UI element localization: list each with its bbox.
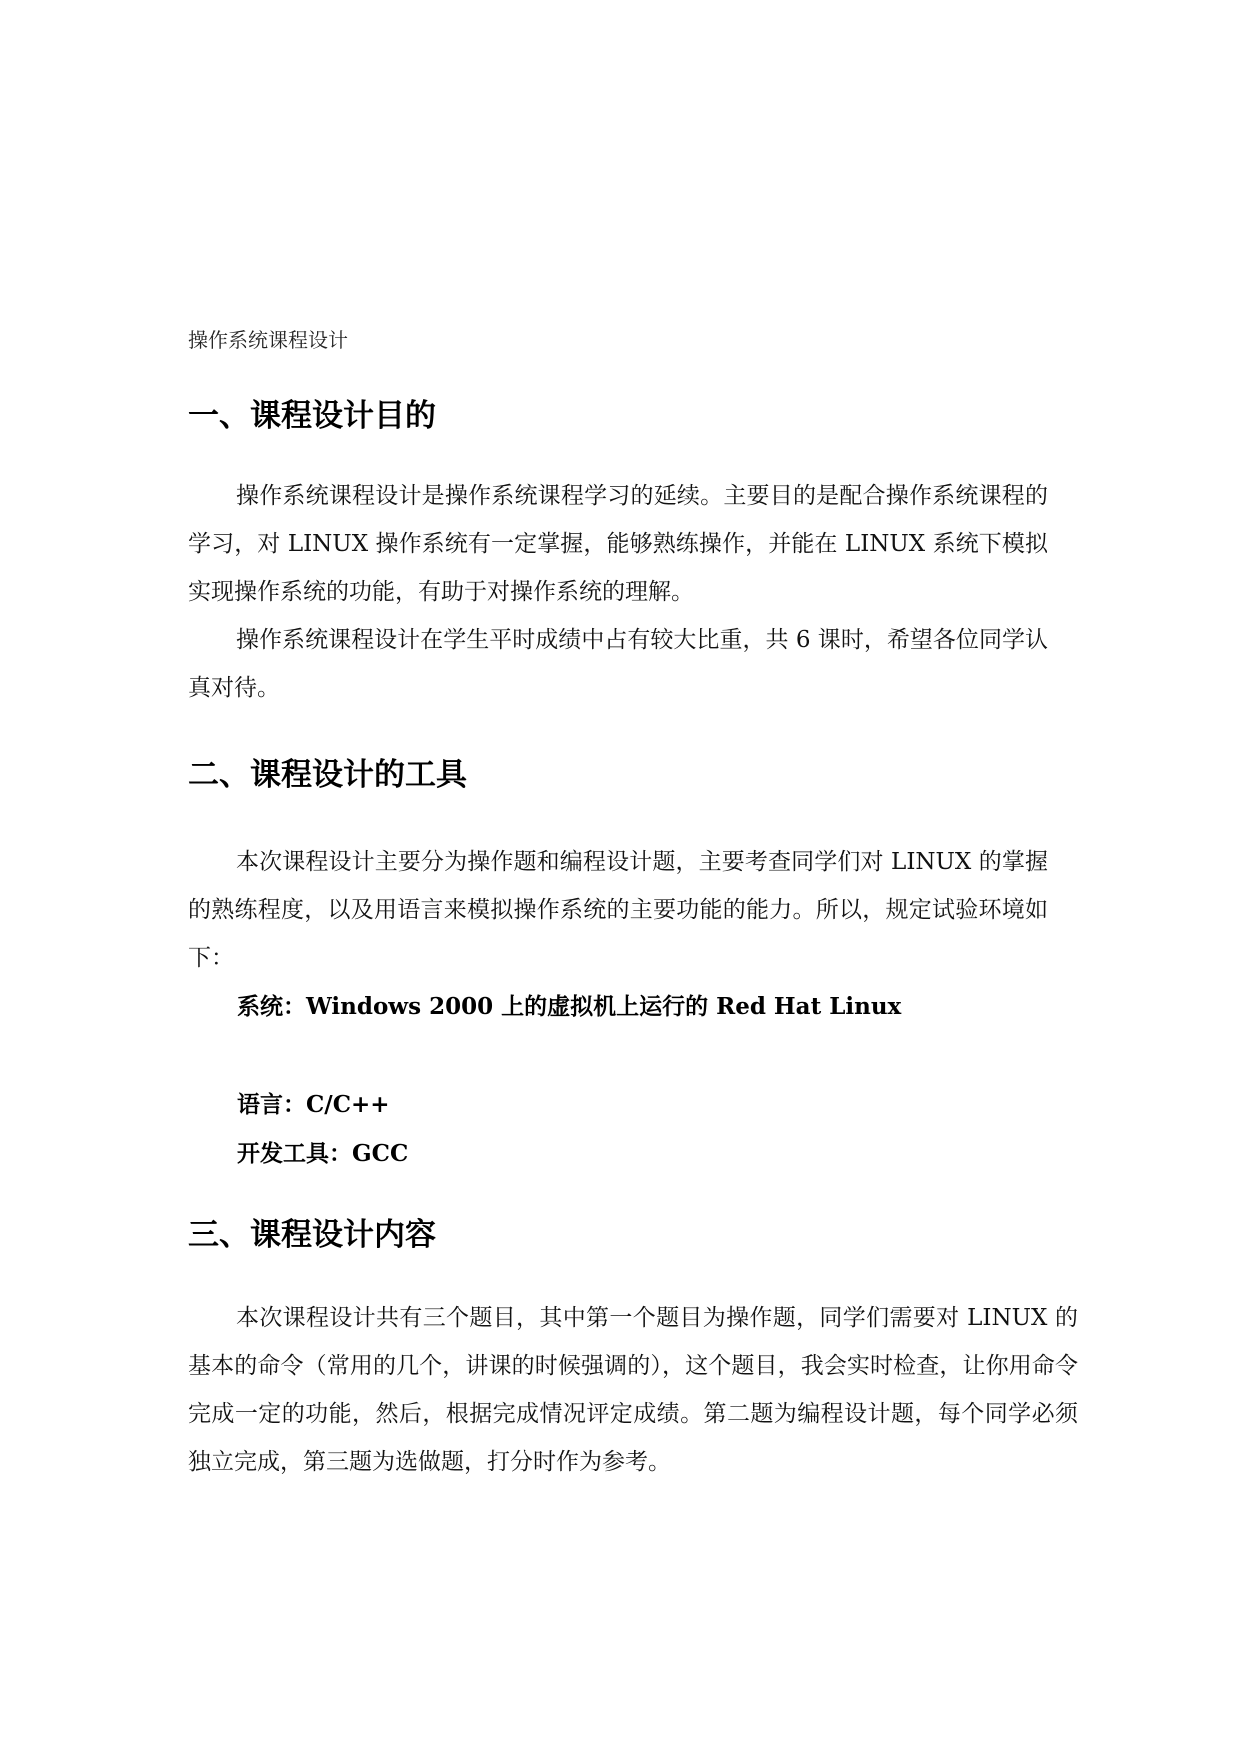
section-2-heading: 二、课程设计的工具 [188,757,467,793]
section-3-paragraph-1: 本次课程设计共有三个题目，其中第一个题目为操作题，同学们需要对 LINUX 的基本的命令（常用的几个，讲课的时候强调的），这个题目，我会实时检查，让你用命令完成一定的功能，然后，根据完成情况评定成绩。第二题为编程设计题，每个同学必须独立完成，第三题为选做题，打分时作为参考。 [188,1305,1078,1475]
document-header: 操作系统课程设计 [188,328,348,352]
section-1-heading: 一、课程设计目的 [188,398,436,434]
environment-language: 语言：C/C++ [237,1091,390,1118]
section-2-paragraph-1: 本次课程设计主要分为操作题和编程设计题，主要考查同学们对 LINUX 的掌握的熟练程度，以及用语言来模拟操作系统的主要功能的能力。所以，规定试验环境如下： [188,849,1048,971]
section-3-heading: 三、课程设计内容 [188,1217,436,1253]
section-1-paragraph-2: 操作系统课程设计在学生平时成绩中占有较大比重，共 6 课时，希望各位同学认真对待。 [188,627,1048,701]
environment-dev-tool: 开发工具：GCC [237,1140,409,1167]
section-1-paragraph-1: 操作系统课程设计是操作系统课程学习的延续。主要目的是配合操作系统课程的学习，对 LINUX 操作系统有一定掌握，能够熟练操作，并能在 LINUX 系统下模拟实现操作系统的功能，有助于对操作系统的理解。 [188,483,1048,605]
environment-system: 系统：Windows 2000 上的虚拟机上运行的 Red Hat Linux [237,993,902,1020]
